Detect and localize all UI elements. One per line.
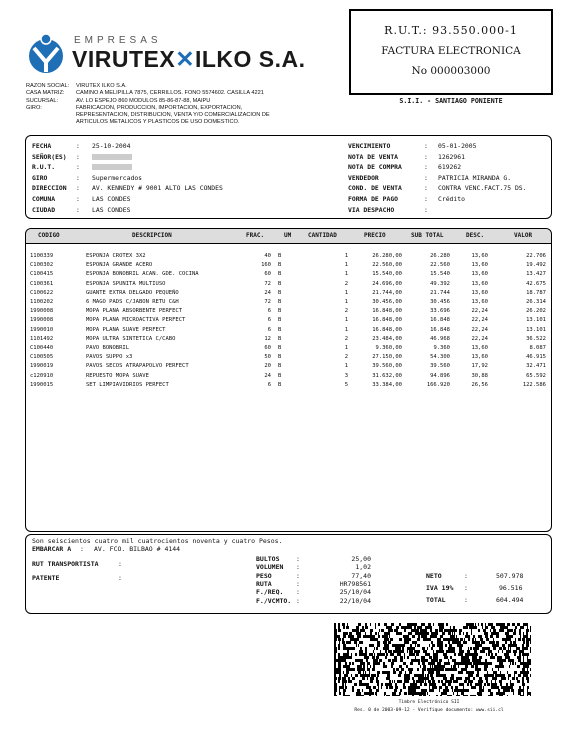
header-value: 05-01-2005 (438, 142, 477, 150)
table-cell: 33.384,00 (372, 381, 402, 388)
table-cell: 13.101 (526, 326, 546, 333)
table-cell: 39.560 (430, 363, 450, 370)
table-cell: 54.300 (430, 354, 450, 361)
table-cell: 13,60 (471, 271, 488, 278)
table-cell: 1 (344, 299, 348, 305)
logistics-label: F./REQ. (256, 588, 284, 597)
header-label: DIRECCION (32, 184, 67, 193)
table-cell: 2 (344, 280, 348, 287)
header-value: AV. KENNEDY # 9001 ALTO LAS CONDES (92, 184, 223, 193)
company-info-value: ARTICULOS METALICOS Y PLASTICOS DE USO DOMESTICO. (76, 119, 240, 126)
document-number: No 000003000 (411, 65, 491, 77)
table-cell: SET LIMPIAVIDRIOS PERFECT (86, 381, 169, 388)
logistics-value: 1,02 (355, 563, 371, 572)
table-cell: B (278, 289, 282, 296)
header-value: CONTRA VENC.FACT.75 DS. (438, 184, 527, 193)
table-cell: 1 (344, 253, 348, 259)
table-cell: 17,92 (471, 363, 488, 370)
table-cell: 12 (264, 335, 271, 342)
logistics-label: RUTA (256, 579, 272, 588)
total-value: 604.494 (496, 596, 524, 604)
table-cell: 19.492 (526, 262, 546, 269)
company-info-row (26, 112, 326, 119)
table-cell: B (278, 345, 282, 351)
items-table (25, 228, 552, 532)
table-cell: 30.456 (430, 299, 450, 305)
table-cell: 33.696 (430, 308, 450, 315)
timbre-electronico: Timbre Electrónico SII Res. 0 de 2003-09-12 - Verifique documento: www.sii.cl (354, 700, 504, 713)
logistics-value: HR798561 (339, 579, 371, 588)
logistics-label: PESO (256, 571, 272, 580)
logo-figure-icon (26, 32, 66, 76)
table-cell: REPUESTO MOPA SUAVE (86, 372, 149, 379)
column-header: CANTIDAD (308, 232, 337, 239)
table-cell: 13,60 (471, 280, 488, 287)
table-cell: 6 (267, 381, 271, 388)
table-cell: 5 (344, 381, 348, 388)
header-label: VENDEDOR (348, 173, 379, 182)
table-cell: MOPA PLANA MICROACTIVA PERFECT (86, 317, 186, 324)
table-cell: B (278, 335, 282, 342)
table-row (26, 298, 551, 307)
table-cell: 8.087 (529, 345, 546, 351)
logo-name: VIRUTEX✕ILKO S.A. (72, 46, 306, 72)
table-cell: 21.744,00 (372, 289, 402, 296)
table-cell: 26,56 (471, 381, 488, 388)
table-cell: 1101492 (30, 335, 54, 342)
table-cell: 6 (267, 308, 271, 315)
rut-transportista-label: RUT TRANSPORTISTA (32, 560, 99, 568)
table-row (26, 335, 551, 344)
table-cell: 49.392 (430, 280, 450, 287)
column-header: CODIGO (38, 232, 60, 239)
items-table-header (26, 229, 551, 244)
table-cell: 160 (261, 262, 271, 269)
company-logo (26, 32, 306, 82)
table-row (26, 353, 551, 362)
header-value: LAS CONDES (92, 205, 131, 214)
table-cell: 1100202 (30, 299, 54, 305)
table-row (26, 261, 551, 270)
iva-value: 96.516 (499, 584, 523, 592)
table-cell: B (278, 308, 282, 315)
table-cell: 22.706 (526, 253, 546, 259)
logo-prefix: EMPRESAS (74, 35, 162, 46)
table-cell: 22,24 (471, 335, 488, 342)
table-cell: 31.632,00 (372, 372, 402, 379)
logistics-value: 25,00 (351, 555, 371, 563)
table-cell: 18.787 (526, 289, 546, 296)
company-info (26, 83, 326, 127)
table-cell: 13,60 (471, 354, 488, 361)
table-cell: 1990015 (30, 381, 54, 388)
company-info-row (26, 90, 326, 97)
table-cell: C100361 (30, 280, 54, 287)
table-cell: B (278, 363, 282, 370)
header-label: CIUDAD (32, 205, 56, 214)
table-row (26, 289, 551, 298)
table-cell: 1990010 (30, 326, 54, 333)
table-cell: c120910 (30, 372, 54, 379)
iva-label: IVA 19% (426, 584, 454, 592)
table-cell: 2 (344, 335, 348, 342)
table-cell: 13,60 (471, 253, 488, 259)
table-cell: 1990008 (30, 308, 54, 315)
table-cell: 3 (344, 372, 348, 379)
table-cell: 26.202 (526, 308, 546, 315)
table-cell: 60 (264, 271, 271, 278)
table-cell: 24 (264, 372, 271, 379)
table-cell: C100622 (30, 289, 54, 296)
header-label: GIRO (32, 173, 48, 182)
company-info-key (26, 119, 76, 126)
table-cell: B (278, 317, 282, 324)
company-info-key: SUCURSAL: (26, 97, 59, 104)
header-value: LAS CONDES (92, 195, 131, 203)
company-info-key: CASA MATRIZ: (26, 90, 65, 97)
table-cell: C100302 (30, 262, 54, 269)
table-cell: 26.280 (430, 253, 450, 259)
table-cell: 9.360 (433, 345, 450, 351)
table-cell: 16.848,00 (372, 308, 402, 315)
table-cell: MOPA PLANA ABSORBENTE PERFECT (86, 308, 183, 315)
company-info-value: VIRUTEX ILKO S.A. (76, 83, 127, 89)
table-cell: 1 (344, 326, 348, 333)
table-cell: C100415 (30, 271, 54, 278)
issuer-rut: R.U.T.: 93.550.000-1 (384, 24, 518, 37)
table-cell: 94.896 (430, 372, 450, 379)
table-cell: 6 (267, 317, 271, 324)
header-value: 619262 (438, 163, 462, 172)
table-cell: PAVO BONOBRIL (86, 345, 130, 351)
header-label: NOTA DE VENTA (348, 152, 399, 161)
table-cell: B (278, 326, 282, 333)
table-cell: B (278, 280, 282, 287)
table-cell: PAVOS SECOS ATRAPAPOLVO PERFECT (86, 363, 189, 370)
table-cell: 15.540 (430, 271, 450, 278)
company-info-row (26, 98, 326, 105)
logistics-label: VOLUMEN (256, 563, 284, 572)
table-cell: 23.484,00 (372, 335, 402, 342)
column-header: UM (284, 232, 292, 239)
table-cell: 16.848,00 (372, 317, 402, 324)
patente-label: PATENTE (32, 574, 60, 582)
table-cell: 6 (267, 326, 271, 333)
table-cell: 65.592 (526, 372, 546, 379)
table-cell: 24.696,00 (372, 280, 402, 287)
totals-box: Son seiscientos cuatro mil cuatrocientos noventa y cuatro Pesos. EMBARCAR A : AV. FCO. BILBAO # 4144 RUT TRANSPORTISTA : PATENTE : BULTOS : 25,00 VOLUMEN : 1,02 PESO : 77,40 RUTA : HR798561 F./REQ. : 25/10/04 F./VCMTO. : 22/10/04 NETO : 507.978 IVA 19% : 96.516 TOTAL : 604.494 (25, 534, 552, 614)
table-cell: 15.540,00 (372, 271, 402, 278)
column-header: DESCRIPCION (132, 232, 172, 239)
table-cell: 40 (264, 253, 271, 259)
table-row (26, 316, 551, 325)
table-row (26, 326, 551, 335)
table-cell: B (278, 271, 282, 278)
table-cell: MOPA PLANA SUAVE PERFECT (86, 326, 166, 333)
table-cell: 26.314 (526, 299, 546, 305)
header-value: Crédito (438, 195, 465, 203)
table-cell: 16.848 (430, 317, 450, 324)
table-cell: 60 (264, 345, 271, 351)
table-cell: PAVOS SUPPO x3 (86, 354, 133, 361)
company-info-value: CAMINO A MELIPILLA 7875, CERRILLOS. FONO 5574602. CASILLA 4221 (76, 90, 264, 97)
logistics-label: F./VCMTO. (256, 596, 292, 605)
table-cell: C100505 (30, 354, 54, 361)
table-cell: B (278, 372, 282, 379)
table-cell: 50 (264, 354, 271, 361)
header-label: COND. DE VENTA (348, 184, 402, 193)
table-cell: 13,60 (471, 299, 488, 305)
embarcar-value: AV. FCO. BILBAO # 4144 (94, 545, 181, 553)
redacted-value (92, 154, 132, 160)
logistics-label: BULTOS (256, 555, 280, 563)
company-info-row (26, 83, 326, 90)
table-cell: 39.560,00 (372, 363, 402, 370)
table-cell: B (278, 253, 282, 259)
column-header: DESC. (466, 232, 485, 239)
header-label: COMUNA (32, 195, 56, 203)
table-cell: 2 (344, 354, 348, 361)
table-cell: ESPONJA CROTEX 3X2 (86, 253, 146, 259)
sii-office: S.I.I. - SANTIAGO PONIENTE (399, 97, 503, 105)
table-row (26, 280, 551, 289)
table-cell: C100440 (30, 345, 54, 351)
table-cell: 1990019 (30, 363, 54, 370)
table-cell: 22,24 (471, 308, 488, 315)
table-cell: 1 (344, 289, 348, 296)
table-cell: 1 (344, 317, 348, 324)
header-value: PATRICIA MIRANDA G. (438, 173, 512, 182)
neto-value: 507.978 (496, 572, 524, 580)
table-cell: 36.522 (526, 335, 546, 342)
table-cell: MOPA ULTRA SINTETICA C/CABO (86, 335, 176, 342)
company-info-value: FABRICACION, PRODUCCION, IMPORTACION, EXPORTACION, (76, 104, 243, 111)
header-label: VENCIMIENTO (348, 142, 391, 150)
table-cell: 46.915 (526, 354, 546, 361)
embarcar-label: EMBARCAR A (32, 545, 72, 553)
neto-label: NETO (426, 572, 442, 580)
table-cell: 42.675 (526, 280, 546, 287)
table-cell: 24 (264, 289, 271, 296)
table-cell: 1 (344, 363, 348, 370)
company-info-row (26, 105, 326, 112)
document-type: FACTURA ELECTRONICA (381, 45, 521, 57)
table-cell: 9.360,00 (375, 345, 402, 351)
table-cell: 1 (344, 345, 348, 351)
table-row (26, 344, 551, 353)
amount-in-words: Son seiscientos cuatro mil cuatrocientos noventa y cuatro Pesos. (32, 537, 283, 545)
table-cell: 22,24 (471, 326, 488, 333)
customer-header: FECHA : 25-10-2004 SEÑOR(ES) : R.U.T. : GIRO : Supermercados DIRECCION : AV. KENNEDY # 9001 ALTO LAS CONDES COMUNA : LAS CONDES CIUDAD : LAS CONDES VENCIMIENTO : 05-01-2005 NOTA DE VENTA : 1262961 NOTA DE COMPRA : 619262 VENDEDOR : PATRICIA MIRANDA G. COND. DE VENTA : CONTRA VENC.FACT.75 DS. FORMA DE PAGO : Crédito VIA DESPACHO : (25, 135, 552, 219)
table-row (26, 372, 551, 381)
header-value: Supermercados (92, 173, 143, 182)
table-row (26, 362, 551, 371)
table-cell: ESPONJA SPUNITA MULTIUSO (86, 280, 166, 287)
header-label: VIA DESPACHO (348, 205, 395, 214)
table-cell: 72 (264, 299, 271, 305)
column-header: VALOR (514, 232, 533, 239)
table-cell: 166.920 (426, 381, 450, 388)
table-cell: B (278, 381, 282, 388)
table-cell: 1 (344, 271, 348, 278)
table-cell: 13,60 (471, 289, 488, 296)
table-cell: GUANTE EXTRA DELGADO PEQUEÑO (86, 289, 179, 296)
company-info-key: GIRO: (26, 104, 42, 111)
header-label: FORMA DE PAGO (348, 195, 399, 203)
header-label: R.U.T. (32, 163, 56, 172)
table-cell: B (278, 354, 282, 361)
table-cell: 30.456,00 (372, 299, 402, 305)
logistics-value: 22/10/04 (339, 596, 371, 605)
column-header: SUB TOTAL (411, 232, 444, 239)
table-cell: 26.280,00 (372, 253, 402, 259)
table-cell: 22.560 (430, 262, 450, 269)
table-cell: 72 (264, 280, 271, 287)
table-cell: 6 MAGO PADS C/JABON RETU C&H (86, 299, 179, 305)
company-info-key (26, 112, 76, 119)
total-label: TOTAL (426, 596, 446, 604)
table-cell: 1100339 (30, 253, 54, 259)
header-value: 1262961 (438, 152, 465, 161)
table-cell: 13.427 (526, 271, 546, 278)
table-cell: ESPONJA GRANDE ACERO (86, 262, 153, 269)
table-cell: 16.848,00 (372, 326, 402, 333)
table-row (26, 307, 551, 316)
table-cell: 2 (344, 308, 348, 315)
table-cell: B (278, 299, 282, 305)
table-cell: 13,60 (471, 345, 488, 351)
table-cell: 1 (344, 262, 348, 269)
table-cell: 13.101 (526, 317, 546, 324)
table-row (26, 381, 551, 390)
table-cell: 16.848 (430, 326, 450, 333)
rut-box (349, 9, 553, 95)
table-cell: 27.150,00 (372, 354, 402, 361)
company-info-value: AV. LO ESPEJO 860 MODULOS 85-86-87-88, MAIPU (76, 97, 211, 104)
table-cell: B (278, 262, 282, 269)
company-info-key: RAZON SOCIAL: (26, 83, 70, 89)
header-value: 25-10-2004 (92, 142, 131, 150)
header-label: SEÑOR(ES) (32, 152, 67, 161)
table-cell: 13,60 (471, 262, 488, 269)
table-cell: 22,24 (471, 317, 488, 324)
header-label: FECHA (32, 142, 52, 150)
table-row (26, 270, 551, 279)
logistics-value: 25/10/04 (339, 588, 371, 597)
company-info-row (26, 119, 326, 126)
table-cell: 46.968 (430, 335, 450, 342)
table-row (26, 252, 551, 261)
column-header: PRECIO (364, 232, 386, 239)
table-cell: 20 (264, 363, 271, 370)
company-info-value: REPRESENTACION, DISTRIBUCION, VENTA Y/O COMERCIALIZACION DE (76, 112, 270, 119)
redacted-value (92, 164, 132, 170)
table-cell: 32.471 (526, 363, 546, 370)
table-cell: 122.586 (522, 381, 546, 388)
table-cell: ESPONJA BONOBRIL ACAN. GDE. COCINA (86, 271, 199, 278)
table-cell: 1990008 (30, 317, 54, 324)
table-cell: 21.744 (430, 289, 450, 296)
table-cell: 30,88 (471, 372, 488, 379)
table-cell: 22.560,00 (372, 262, 402, 269)
header-label: NOTA DE COMPRA (348, 163, 402, 172)
column-header: FRAC. (246, 232, 265, 239)
logistics-value: 77,40 (351, 571, 371, 580)
pdf417-barcode (334, 623, 531, 696)
